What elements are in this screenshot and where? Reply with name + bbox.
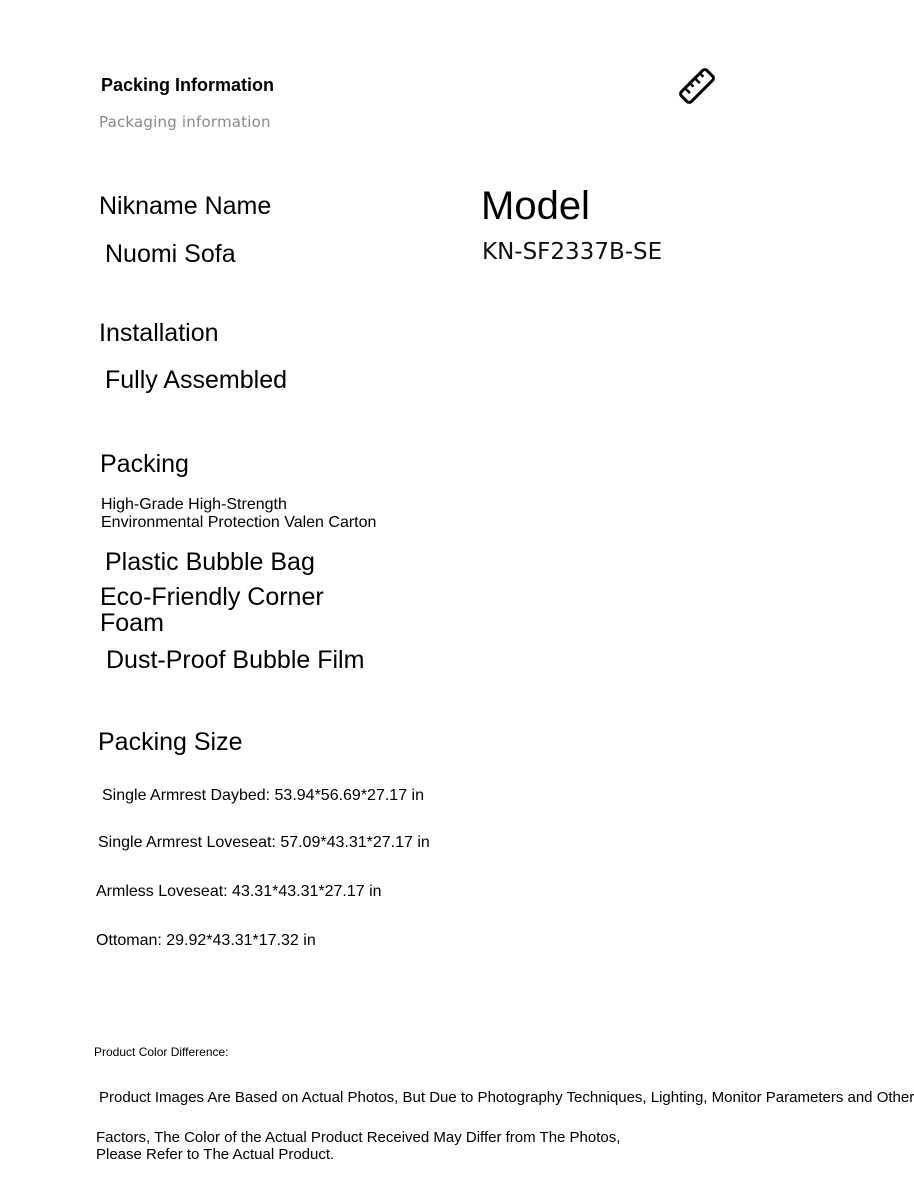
packing-item-corner-foam-line2: Foam [100, 609, 164, 637]
packing-size-loveseat: Single Armrest Loveseat: 57.09*43.31*27.17 in [98, 834, 430, 851]
page-title: Packing Information [101, 75, 275, 95]
packing-label: Packing [100, 450, 189, 478]
packing-item-bubble-film: Dust-Proof Bubble Film [106, 646, 365, 674]
installation-value: Fully Assembled [105, 366, 288, 394]
packing-size-label: Packing Size [98, 728, 243, 756]
color-note-line1: Product Images Are Based on Actual Photos, But Due to Photography Techniques, Lighting, Monitor Parameters and Other [99, 1089, 914, 1106]
packing-item-carton-line2: Environmental Protection Valen Carton [101, 514, 377, 531]
packing-item-corner-foam-line1: Eco-Friendly Corner [100, 583, 324, 611]
ruler-icon [676, 66, 718, 106]
installation-label: Installation [99, 319, 219, 347]
nickname-value: Nuomi Sofa [105, 240, 236, 268]
model-label: Model [481, 184, 590, 228]
packing-item-carton-line1: High-Grade High-Strength [101, 496, 287, 513]
packing-size-daybed: Single Armrest Daybed: 53.94*56.69*27.17 in [102, 787, 424, 804]
nickname-label: Nikname Name [99, 192, 272, 220]
color-note-label: Product Color Difference: [94, 1045, 229, 1059]
color-note-line3: Please Refer to The Actual Product. [96, 1146, 335, 1163]
page-subtitle: Packaging information [99, 113, 271, 131]
color-note-line2: Factors, The Color of the Actual Product Received May Differ from The Photos, [96, 1129, 621, 1146]
packing-size-armless: Armless Loveseat: 43.31*43.31*27.17 in [96, 883, 382, 900]
model-value: KN-SF2337B-SE [482, 239, 663, 265]
packing-item-bubble-bag: Plastic Bubble Bag [105, 548, 315, 576]
packing-size-ottoman: Ottoman: 29.92*43.31*17.32 in [96, 932, 316, 949]
